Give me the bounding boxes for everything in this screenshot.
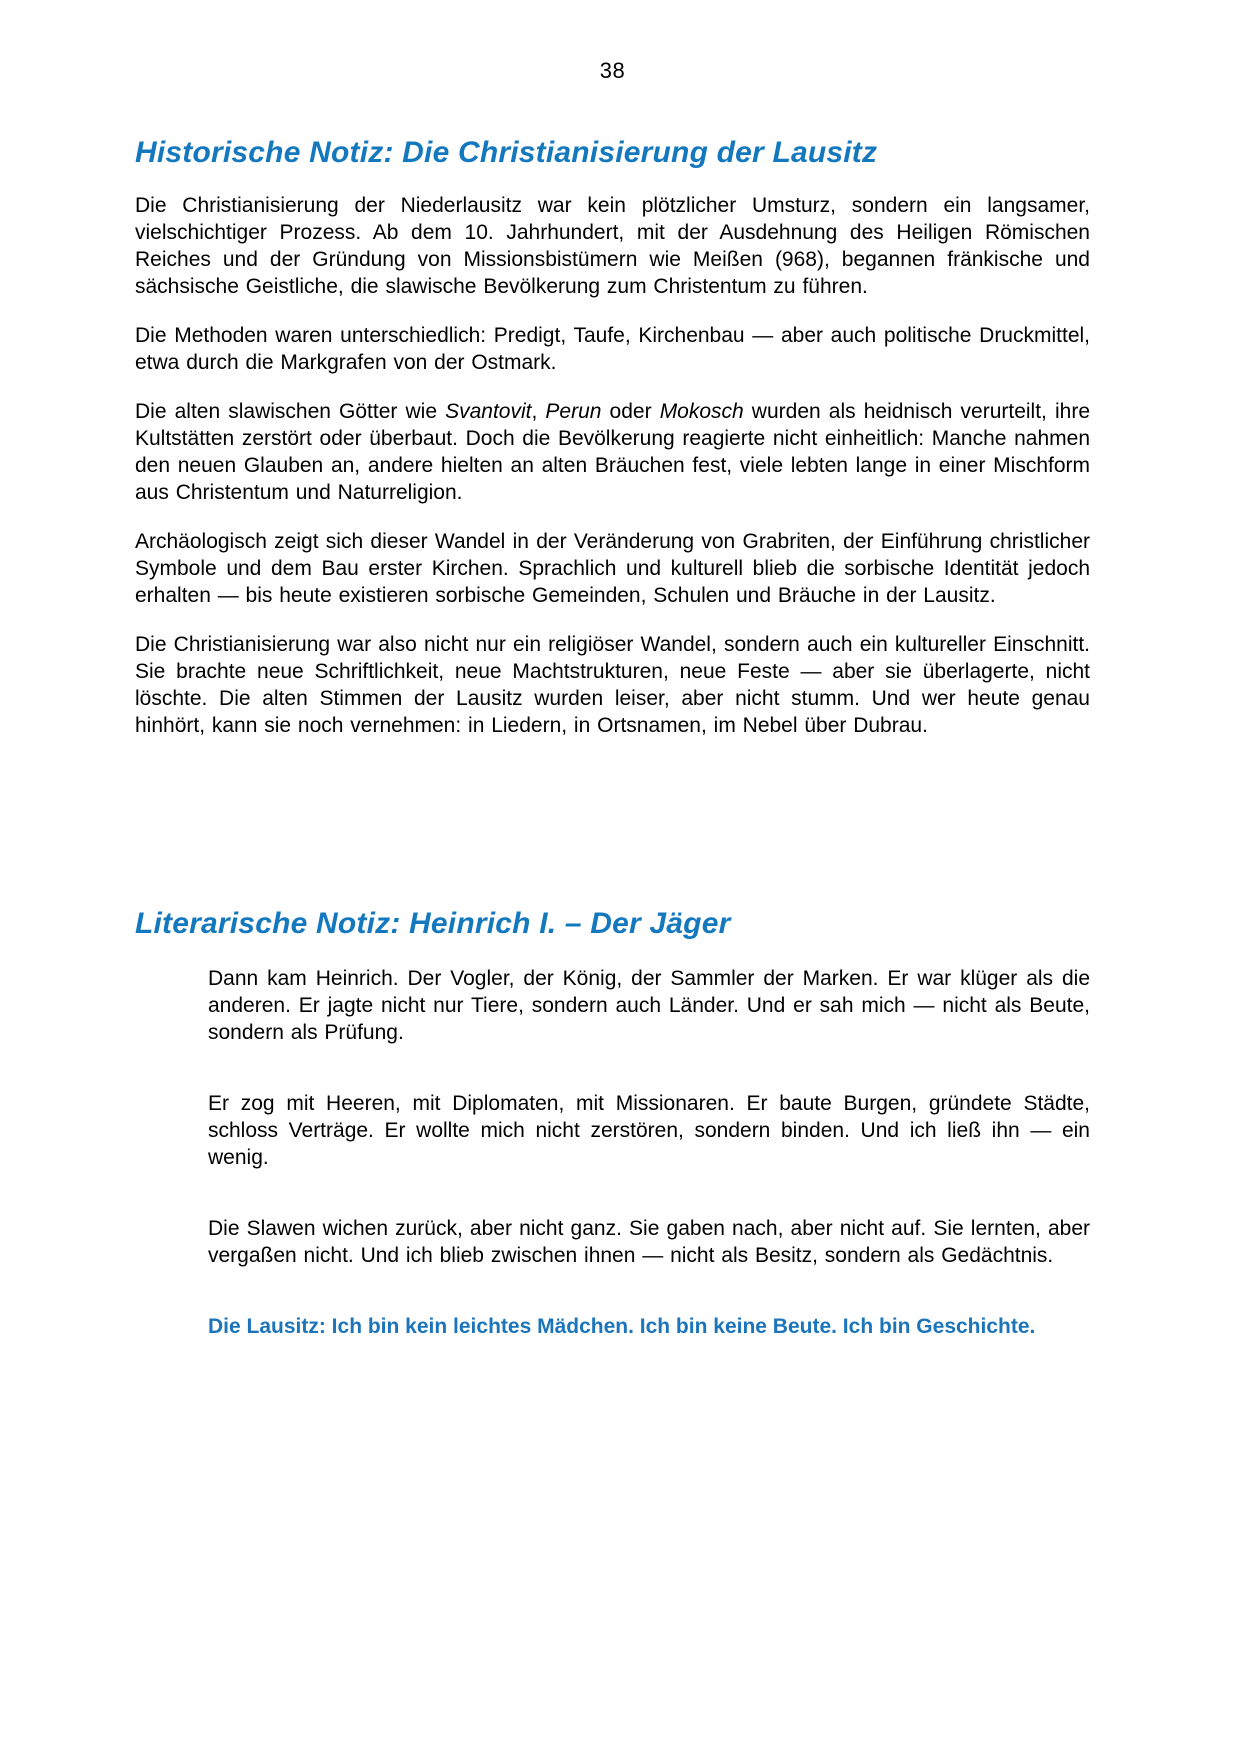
page-number: 38: [599, 58, 626, 83]
paragraph-text: oder: [601, 400, 660, 423]
literary-paragraph-2: Er zog mit Heeren, mit Diplomaten, mit Missionaren. Er baute Burgen, gründete Städte, schloss Verträge. Er wollte mich nicht zerstören, sondern binden. Und ich ließ ihn — ein wenig.: [208, 1092, 1090, 1169]
historical-paragraph-5: Die Christianisierung war also nicht nur ein religiöser Wandel, sondern auch ein kultureller Einschnitt. Sie brachte neue Schriftlichkeit, neue Machtstrukturen, neue Feste — aber sie überlagerte, nicht löschte. Die alten Stimmen der Lausitz wurden leiser, aber nicht stumm. Und wer heute genau hinhört, kann sie noch vernehmen: in Liedern, in Ortsnamen, im Nebel über Dubrau.: [135, 633, 1090, 737]
god-name-mokosch: Mokosch: [659, 400, 744, 423]
lausitz-closing-line: Die Lausitz: Ich bin kein leichtes Mädchen. Ich bin keine Beute. Ich bin Geschichte.: [208, 1315, 1036, 1338]
historical-paragraph-3: [135, 398, 1090, 506]
historical-paragraph-4: Archäologisch zeigt sich dieser Wandel in der Veränderung von Grabriten, der Einführung christlicher Symbole und dem Bau erster Kirchen. Sprachlich und kulturell blieb die sorbische Identität jedoch erhalten — bis heute existieren sorbische Gemeinden, Schulen und Bräuche in der Lausitz.: [135, 530, 1090, 607]
historical-note-heading: Historische Notiz: Die Christianisierung der Lausitz: [135, 136, 878, 169]
historical-paragraph-2: Die Methoden waren unterschiedlich: Predigt, Taufe, Kirchenbau — aber auch politische Druckmittel, etwa durch die Markgrafen von der Ostmark.: [135, 324, 1090, 374]
historical-paragraph-1: Die Christianisierung der Niederlausitz war kein plötzlicher Umsturz, sondern ein langsamer, vielschichtiger Prozess. Ab dem 10. Jahrhundert, mit der Ausdehnung des Heiligen Römischen Reiches und der Gründung von Missionsbistümern wie Meißen (968), begannen fränkische und sächsische Geistliche, die slawische Bevölkerung zum Christentum zu führen.: [135, 194, 1090, 298]
literary-block: [208, 965, 1090, 1269]
literary-paragraph-3: Die Slawen wichen zurück, aber nicht ganz. Sie gaben nach, aber nicht auf. Sie lernten, aber vergaßen nicht. Und ich blieb zwischen ihnen — nicht als Besitz, sondern als Gedächtnis.: [208, 1217, 1090, 1267]
god-name-svantovit: Svantovit: [445, 400, 532, 423]
paragraph-text: ,: [531, 400, 546, 423]
paragraph-text: Die alten slawischen Götter wie: [135, 400, 446, 423]
paragraph-text: wurden als heidnisch verurteilt, ihre Kultstätten zerstört oder überbaut. Doch die Bevölkerung reagierte nicht einheitlich: Manche nahmen den neuen Glauben an, andere hielten an alten Bräuchen fest, viele lebten lange in einer Mischform aus Christentum und Naturreligion.: [135, 400, 1090, 504]
literary-note-heading: Literarische Notiz: Heinrich I. – Der Jäger: [135, 907, 731, 940]
literary-paragraph-1: Dann kam Heinrich. Der Vogler, der König, der Sammler der Marken. Er war klüger als die anderen. Er jagte nicht nur Tiere, sondern auch Länder. Und er sah mich — nicht als Beute, sondern als Prüfung.: [208, 967, 1090, 1044]
god-name-perun: Perun: [545, 400, 602, 423]
